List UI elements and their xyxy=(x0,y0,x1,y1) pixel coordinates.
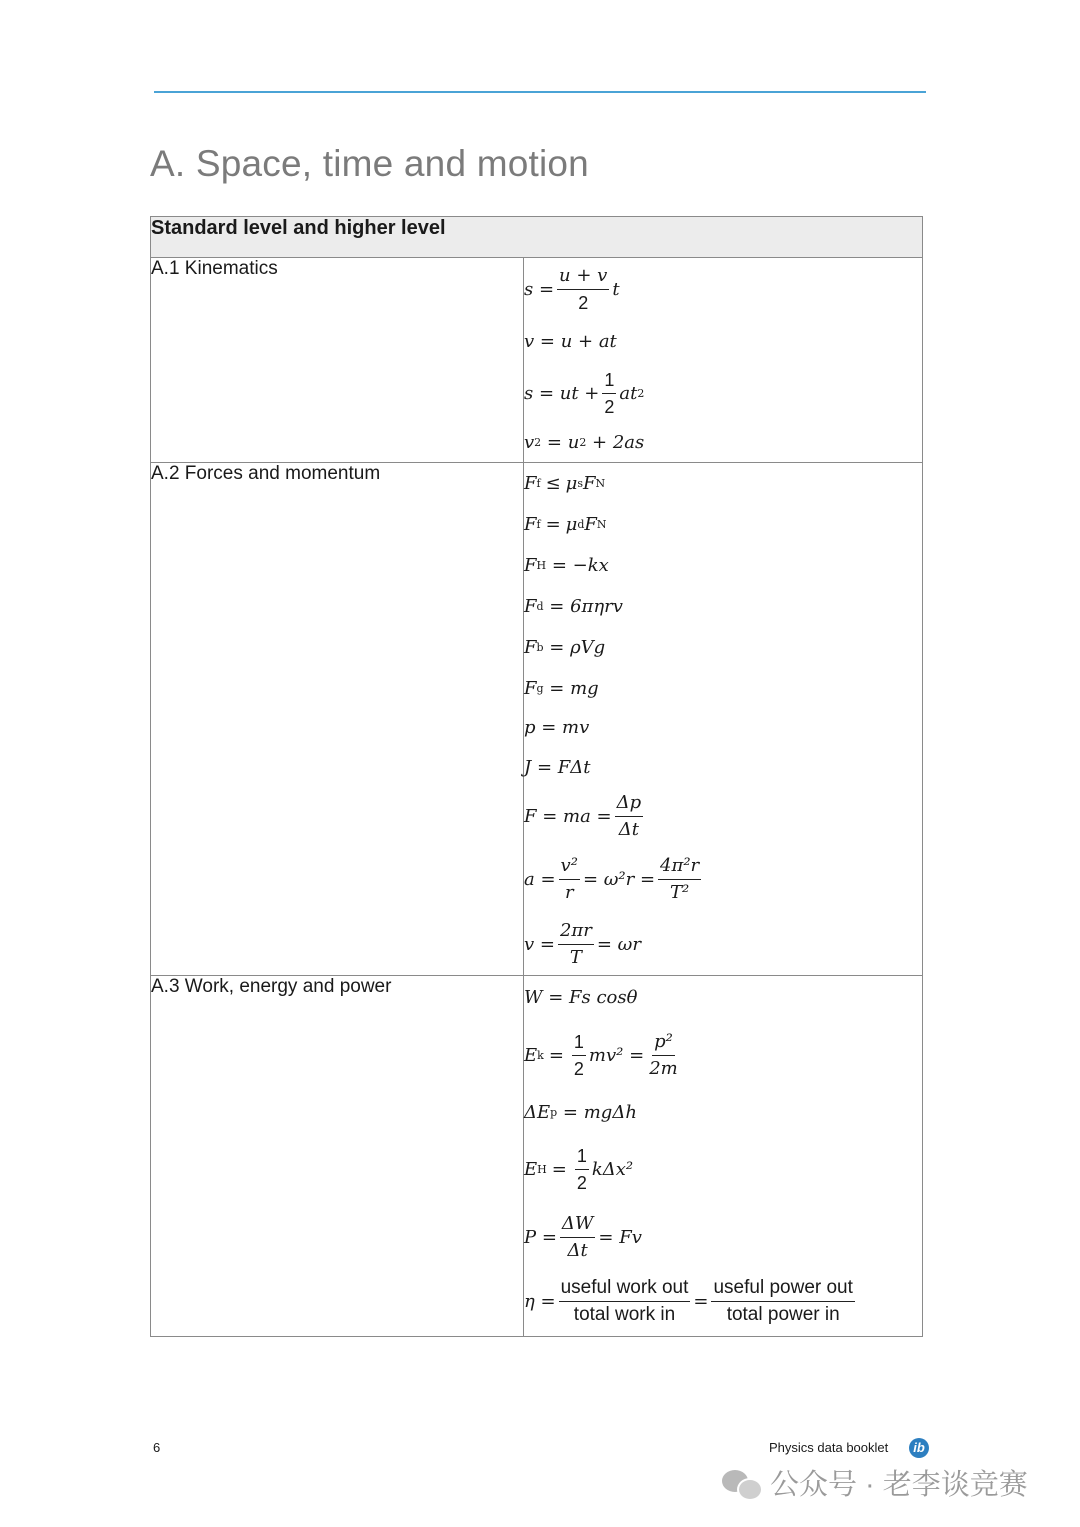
equation: η = $\frac{\text{useful work out}}{\text{total work in}}$ = $\frac{\text{useful power out}}{\text{total power in}}$ xyxy=(524,1276,853,1325)
equation: F d = 6πηrv xyxy=(524,596,623,617)
equations-forces xyxy=(524,463,923,976)
watermark xyxy=(722,1462,1028,1503)
header-rule xyxy=(154,91,926,93)
equation: a = $\frac{\text{v²}}{r}$ = ω²r = $\frac{\text{4π²r}}{\text{T²}}$ xyxy=(524,854,700,903)
equations-kinematics xyxy=(524,258,923,463)
booklet-title: Physics data booklet xyxy=(769,1440,889,1455)
equation: v = $\frac{2\pi r}{T}$ = ωr xyxy=(524,919,641,968)
equation: F f ≤ μ s F N xyxy=(524,473,606,494)
equation: s = ut + $\frac{1}{2}$ at 2 xyxy=(524,369,645,417)
equation: J = FΔt xyxy=(524,756,591,778)
equation: v = u + at xyxy=(524,330,617,352)
table-row-kinematics xyxy=(151,258,923,463)
equation: W = Fs cosθ xyxy=(524,986,638,1008)
equation: F b = ρVg xyxy=(524,637,606,658)
equations-work xyxy=(524,976,923,1337)
topic-forces: A.2 Forces and momentum xyxy=(151,463,524,976)
equation: E H = $\frac{1}{2}$ kΔx² xyxy=(524,1145,634,1193)
topic-kinematics: A.1 Kinematics xyxy=(151,258,524,463)
section-title: A. Space, time and motion xyxy=(150,143,589,184)
equation-table xyxy=(150,216,923,1337)
equation: ΔE p = mgΔh xyxy=(524,1101,637,1123)
table-header: Standard level and higher level xyxy=(151,217,923,258)
equation: E k = $\frac{1}{2}$ mv² = $\frac{\text{p²}}{2m}$ xyxy=(524,1030,678,1079)
table-row-forces xyxy=(151,463,923,976)
equation: p = mv xyxy=(524,717,590,738)
equation: F g = mg xyxy=(524,677,599,699)
equation: P = $\frac{\Delta W}{\Delta t}$ = Fv xyxy=(524,1212,642,1261)
equation: s = $\frac{u + v}{2}$ t xyxy=(524,264,620,313)
topic-work: A.3 Work, energy and power xyxy=(151,976,524,1337)
equation: F = ma = $\frac{\Delta p}{\Delta t}$ xyxy=(524,791,642,840)
equation: F f = μ d F N xyxy=(524,514,607,535)
ib-logo-icon: ib xyxy=(909,1438,929,1458)
equation: v 2 = u 2 + 2as xyxy=(524,431,645,453)
wechat-icon xyxy=(722,1466,762,1500)
watermark-text: 公众号 · 老李谈竞赛 xyxy=(770,1469,1028,1501)
equation: F H = −kx xyxy=(524,555,609,576)
table-row-work xyxy=(151,976,923,1337)
page-number: 6 xyxy=(153,1440,161,1455)
